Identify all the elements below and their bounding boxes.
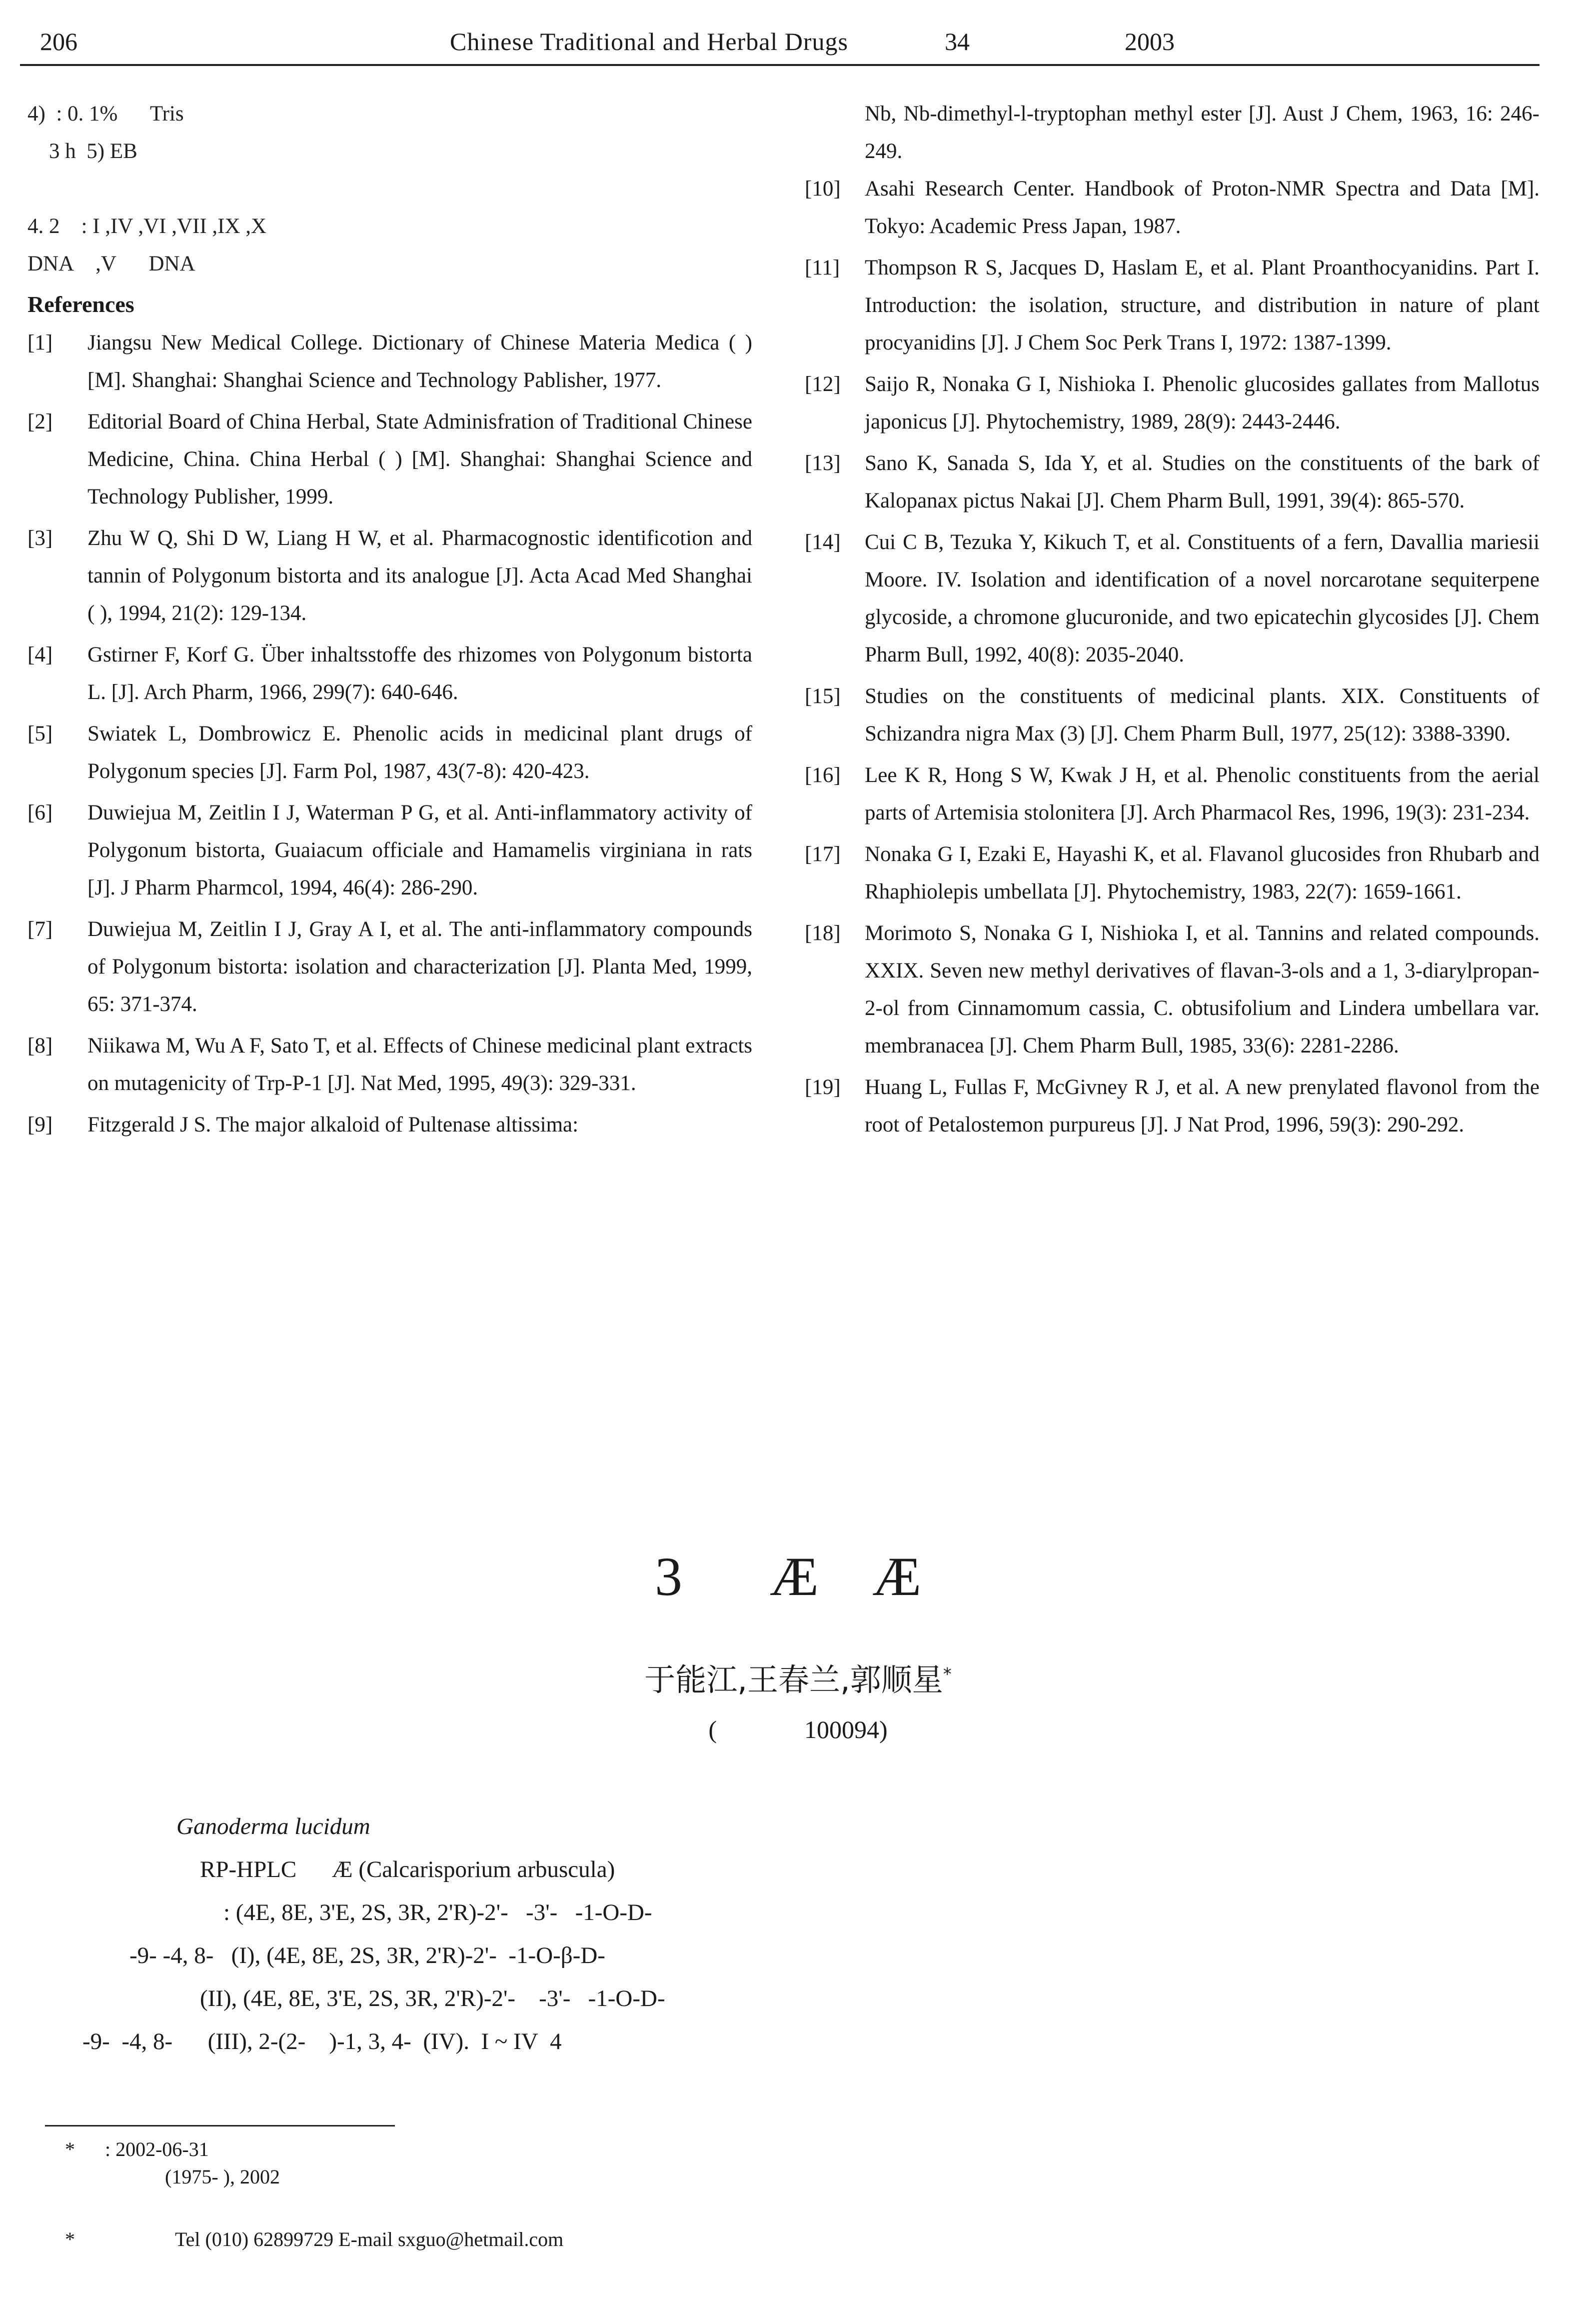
running-header [20, 20, 1540, 66]
reference-item: [8] Niikawa M, Wu A F, Sato T, et al. Effects of Chinese medicinal plant extracts on mutagenicity of Trp-P-1 [J]. Nat Med, 1995, 49(3): 329-331. [27, 1034, 752, 1095]
footnote-contact: * Tel (010) 62899729 E-mail sxguo@hetmail.com [65, 2228, 564, 2250]
reference-item: [11] Thompson R S, Jacques D, Haslam E, et al. Plant Proanthocyanidins. Part I. Introduction: the isolation, structure, and distribution in nature of plant procyanidins [J]. J Chem Soc Perk Trans I, 1972: 1387-1399. [805, 256, 1540, 354]
intro-line-3 [27, 170, 752, 208]
reference-item: [2] Editorial Board of China Herbal, State Adminisfration of Traditional Chinese Medicine, China. China Herbal ( ) [M]. Shanghai: Shanghai Science and Technology Publisher, 1999. [27, 410, 752, 508]
left-column [27, 95, 752, 1148]
footnote-received: * : 2002-06-31 [65, 2138, 209, 2160]
abstract [82, 1805, 1507, 2063]
intro-line-2: 3 h 5) EB [49, 140, 137, 163]
reference-item: [14] Cui C B, Tezuka Y, Kikuch T, et al. Constituents of a fern, Davallia mariesii Moore. IV. Isolation and identification of a novel norcarotane sequiterpene glycoside, a chromone glucuronide, and two epicatechin glycosides [J]. Chem Pharm Bull, 1992, 40(8): 2035-2040. [805, 530, 1540, 666]
intro-line-5: DNA ,V DNA [27, 252, 195, 276]
reference-item: [18] Morimoto S, Nonaka G I, Nishioka I, et al. Tannins and related compounds. XXIX. Seven new methyl derivatives of flavan-3-ols and a 1, 3-diarylpropan-2-ol from Cinnamomum cassia, C. obtusifolium and Lindera umbellara var. membranacea [J]. Chem Pharm Bull, 1985, 33(6): 2281-2286. [805, 922, 1540, 1058]
reference-item: [9] Fitzgerald J S. The major alkaloid of Pultenase altissima: [27, 1113, 579, 1136]
abstract-line-2: RP-HPLC Æ (Calcarisporium arbuscula) [200, 1856, 615, 1882]
volume: 34 [945, 28, 970, 56]
reference-item: [12] Saijo R, Nonaka G I, Nishioka I. Phenolic glucosides gallates from Mallotus japonicus [J]. Phytochemistry, 1989, 28(9): 2443-2446. [805, 372, 1540, 434]
reference-item: [15] Studies on the constituents of medicinal plants. XIX. Constituents of Schizandra nigra Max (3) [J]. Chem Pharm Bull, 1977, 25(12): 3388-3390. [805, 684, 1540, 746]
abstract-line-4: -9- -4, 8- (I), (4E, 8E, 2S, 3R, 2'R)-2'- -1-O-β-D- [129, 1942, 605, 1968]
reference-item: [16] Lee K R, Hong S W, Kwak J H, et al. Phenolic constituents from the aerial parts of Artemisia stolonitera [J]. Arch Pharmacol Res, 1996, 19(3): 231-234. [805, 764, 1540, 824]
reference-item: [3] Zhu W Q, Shi D W, Liang H W, et al. Pharmacognostic identificotion and tannin of Polygonum bistorta and its analogue [J]. Acta Acad Med Shanghai ( ), 1994, 21(2): 129-134. [27, 526, 752, 625]
article-affiliation: ( 100094) [708, 1716, 888, 1744]
article-authors: 于能江,王春兰,郭顺星* [644, 1662, 952, 1698]
year: 2003 [1125, 28, 1175, 56]
reference-item: [19] Huang L, Fullas F, McGivney R J, et al. A new prenylated flavonol from the root of Petalostemon purpureus [J]. J Nat Prod, 1996, 59(3): 290-292. [805, 1076, 1540, 1136]
reference-continuation: Nb, Nb-dimethyl-l-tryptophan methyl ester [J]. Aust J Chem, 1963, 16: 246-249. [865, 102, 1540, 163]
abstract-line-6: -9- -4, 8- (III), 2-(2- )-1, 3, 4- (IV). I ~ IV 4 [82, 2028, 562, 2054]
reference-item: [4] Gstirner F, Korf G. Über inhaltsstoffe des rhizomes von Polygonum bistorta L. [J]. Arch Pharm, 1966, 299(7): 640-646. [27, 643, 752, 704]
page-number: 206 [40, 28, 77, 56]
right-column [805, 95, 1540, 1148]
reference-item: [1] Jiangsu New Medical College. Dictionary of Chinese Materia Medica ( ) [M]. Shanghai: Shanghai Science and Technology Pablisher, 1977. [27, 331, 752, 392]
reference-item: [5] Swiatek L, Dombrowicz E. Phenolic acids in medicinal plant drugs of Polygonum species [J]. Farm Pol, 1987, 43(7-8): 420-423. [27, 722, 752, 783]
references-heading: References [27, 292, 134, 317]
reference-item: [7] Duwiejua M, Zeitlin I J, Gray A I, et al. The anti-inflammatory compounds of Polygonum bistorta: isolation and characterization [J]. Planta Med, 1999, 65: 371-374. [27, 918, 752, 1016]
article-title: 3 Æ Æ [654, 1546, 942, 1607]
reference-item: [10] Asahi Research Center. Handbook of Proton-NMR Spectra and Data [M]. Tokyo: Academic Press Japan, 1987. [805, 177, 1540, 238]
reference-item: [17] Nonaka G I, Ezaki E, Hayashi K, et al. Flavanol glucosides fron Rhubarb and Rhaphiolepis umbellata [J]. Phytochemistry, 1983, 22(7): 1659-1661. [805, 842, 1540, 904]
intro-line-4: 4. 2 : I ,IV ,VI ,VII ,IX ,X [27, 214, 267, 238]
abstract-line-1: Ganoderma lucidum [176, 1814, 370, 1840]
footnote-author-bio: (1975- ), 2002 [165, 2166, 280, 2188]
footnote-rule [45, 2125, 395, 2126]
intro-line-1: 4) : 0. 1% Tris [27, 102, 184, 126]
abstract-line-5: (II), (4E, 8E, 3'E, 2S, 3R, 2'R)-2'- -3'- -1-O-D- [200, 1986, 665, 2012]
reference-item: [13] Sano K, Sanada S, Ida Y, et al. Studies on the constituents of the bark of Kalopanax pictus Nakai [J]. Chem Pharm Bull, 1991, 39(4): 865-570. [805, 452, 1540, 512]
reference-item: [6] Duwiejua M, Zeitlin I J, Waterman P G, et al. Anti-inflammatory activity of Polygonum bistorta, Guaiacum officiale and Hamamelis virginiana in rats [J]. J Pharm Pharmcol, 1994, 46(4): 286-290. [27, 801, 752, 900]
journal-title: Chinese Traditional and Herbal Drugs [450, 28, 849, 56]
abstract-line-3: : (4E, 8E, 3'E, 2S, 3R, 2'R)-2'- -3'- -1-O-D- [223, 1900, 652, 1926]
